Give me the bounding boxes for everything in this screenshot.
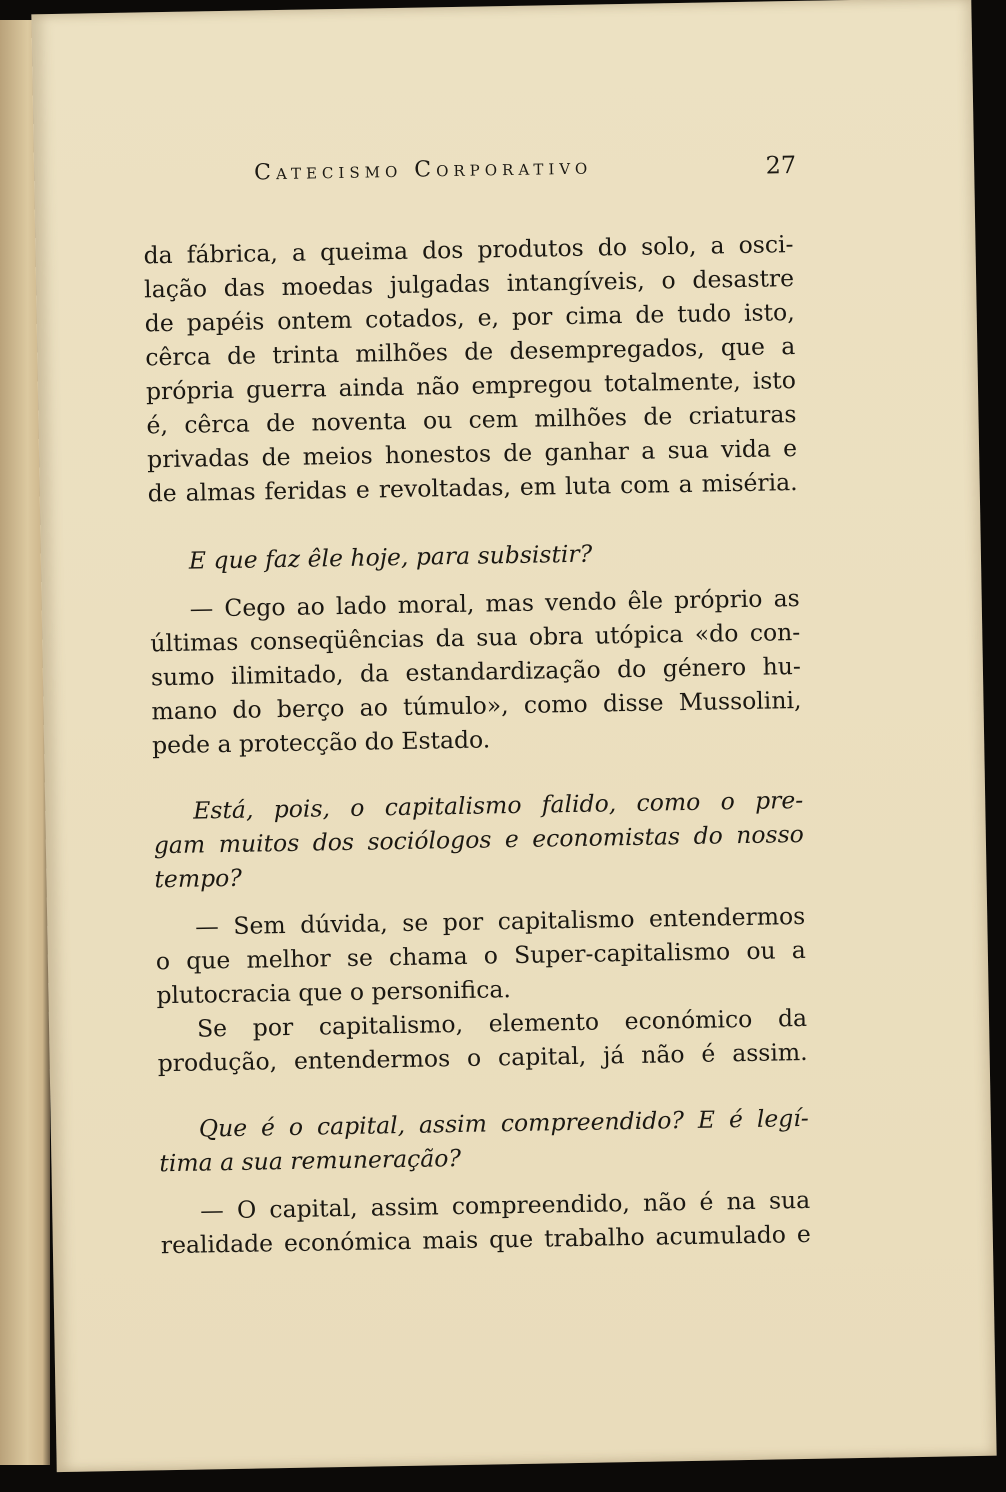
text-line: mano do berço ao túmulo», como disse Mussolini, xyxy=(151,685,802,726)
answer-1 xyxy=(149,581,802,762)
text-line: cêrca de trinta milhões de desempregados, que a xyxy=(145,332,796,372)
page-content xyxy=(142,151,811,1262)
question-line: tima a sua remuneração? xyxy=(159,1143,462,1178)
answer-2 xyxy=(155,899,807,1012)
text-line: sumo ilimitado, da estandardização do género hu- xyxy=(150,651,802,692)
question-line: Que é o capital, assim compreendido? E é legí- xyxy=(198,1103,809,1143)
text-line: o que melhor se chama o Super-capitalismo ou a xyxy=(155,935,807,976)
text-line: própria guerra ainda não empregou totalmente, isto xyxy=(145,366,797,406)
question-3 xyxy=(159,1101,810,1180)
answer-4 xyxy=(160,1183,811,1262)
text-line: da fábrica, a queima dos produtos do solo, a osci- xyxy=(143,230,794,270)
text-line: lação das moedas julgadas intangíveis, o desastre xyxy=(143,264,795,304)
paragraph-p1 xyxy=(143,227,798,510)
text-line: produção, entendermos o capital, já não é assim. xyxy=(157,1037,808,1078)
text-line: plutocracia que o personifica. xyxy=(156,975,512,1010)
text-line: realidade económica mais que trabalho acumulado e xyxy=(160,1219,811,1260)
answer-3 xyxy=(157,1001,808,1080)
text-line: é, cêrca de noventa ou cem milhões de criaturas xyxy=(146,400,797,440)
text-line: — Sem dúvida, se por capitalismo entendermos xyxy=(195,901,806,941)
question-line: E que faz êle hoje, para subsistir? xyxy=(188,539,593,575)
text-line: de papéis ontem cotados, e, por cima de tudo isto, xyxy=(144,298,795,338)
book-page xyxy=(31,0,996,1472)
text-line: de almas feridas e revoltadas, em luta com a miséria. xyxy=(147,468,798,508)
text-line: últimas conseqüências da sua obra utópica «do con- xyxy=(150,617,801,658)
page-number: 27 xyxy=(765,150,797,180)
question-line: Está, pois, o capitalismo falido, como o pre- xyxy=(193,785,804,825)
question-line: gam muitos dos sociólogos e economistas do nosso xyxy=(153,819,805,860)
text-line: Se por capitalismo, elemento económico da xyxy=(196,1003,808,1043)
running-title: Catecismo Corporativo xyxy=(253,154,593,186)
text-line: — Cego ao lado moral, mas vendo êle próprio as xyxy=(189,583,800,623)
text-line: — O capital, assim compreendido, não é na sua xyxy=(200,1185,811,1225)
question-line: tempo? xyxy=(154,863,243,894)
text-line: pede a protecção do Estado. xyxy=(151,725,491,760)
text-line: privadas de meios honestos de ganhar a sua vida e xyxy=(146,434,798,474)
question-2 xyxy=(153,783,805,896)
